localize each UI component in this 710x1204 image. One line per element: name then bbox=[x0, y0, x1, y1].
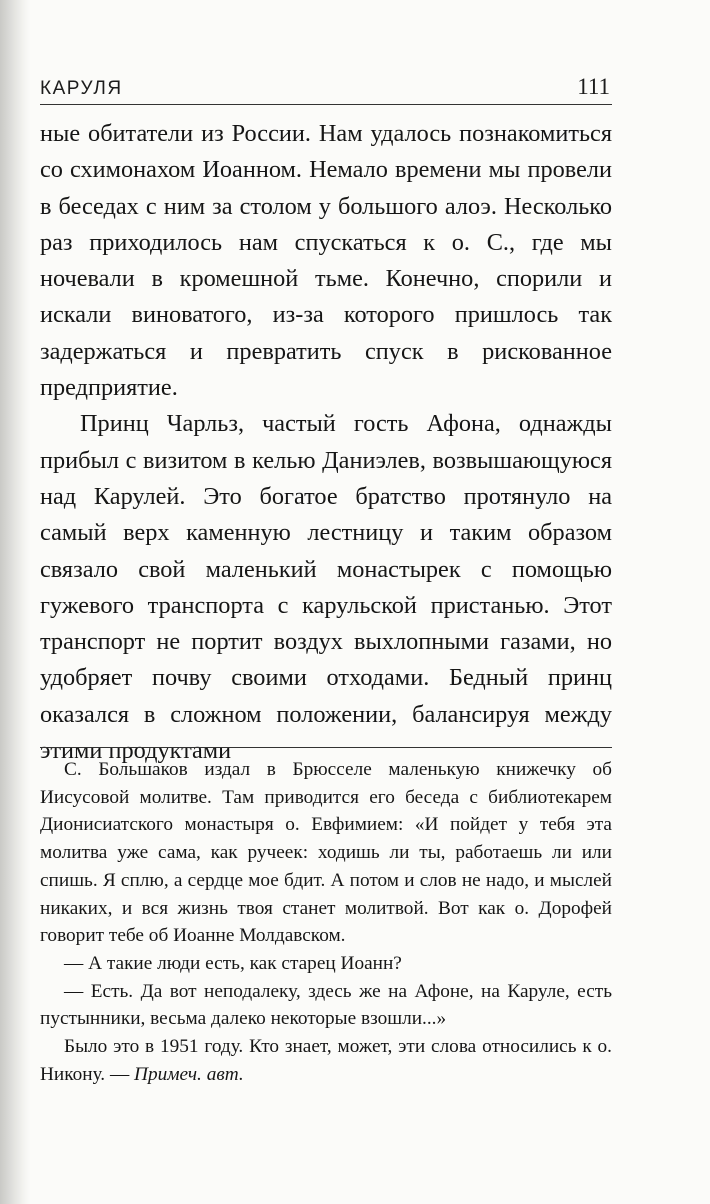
running-title: КАРУЛЯ bbox=[40, 78, 123, 99]
footnote-rule bbox=[40, 747, 612, 748]
main-paragraph-1: ные обитатели из России. Нам удалось познакомиться со схимонахом Иоанном. Немало времени мы провели в беседах с ним за столом у большого алоэ. Несколько раз приходилось нам спускаться к о. С., где мы ночевали в кромешной тьме. Конечно, спорили и искали виноватого, из-за которого пришлось так задержаться и превратить спуск в рискованное предприятие. bbox=[40, 120, 612, 402]
footnote-paragraph-1: С. Большаков издал в Брюсселе маленькую книжечку об Иисусовой молитве. Там приводится его беседа с библиотекарем Дионисиатского монастыря о. Евфимием: «И пойдет у тебя эта молитва уже сама, как ручеек: ходишь ли ты, работаешь ли или спишь. Я сплю, а сердце мое бдит. А потом и слов не надо, и мыслей никаких, и вся жизнь твоя станет молитвой. Вот как о. Дорофей говорит тебе об Иоанне Молдавском. bbox=[40, 759, 612, 947]
footnote-paragraph-4 bbox=[40, 1033, 612, 1088]
page-header bbox=[40, 72, 610, 102]
page-number: 111 bbox=[577, 74, 610, 99]
scan-gutter-shadow bbox=[0, 0, 30, 1204]
footnote-paragraph-4-text: Было это в 1951 году. Кто знает, может, эти слова относились к о. Никону. — bbox=[40, 1036, 612, 1085]
footnote-paragraph-3: — Есть. Да вот неподалеку, здесь же на Афоне, на Каруле, есть пустынники, весьма далеко некоторые взошли...» bbox=[40, 980, 612, 1030]
footnote bbox=[40, 756, 612, 1088]
footnote-paragraph-2: — А такие люди есть, как старец Иоанн? bbox=[64, 952, 402, 974]
author-note-mark: Примеч. авт. bbox=[134, 1063, 244, 1085]
main-text bbox=[40, 116, 612, 769]
header-rule bbox=[40, 104, 612, 105]
main-paragraph-2: Принц Чарльз, частый гость Афона, однажды прибыл с визитом в келью Даниэлев, возвышающуюся над Карулей. Это богатое братство протянуло на самый верх каменную лестницу и таким образом связало свой маленький монастырек с помощью гужевого транспорта с карульской пристанью. Этот транспорт не портит воздух выхлопными газами, но удобряет почву своими отходами. Бедный принц оказался в сложном положении, балансируя между этими продуктами bbox=[40, 410, 612, 765]
